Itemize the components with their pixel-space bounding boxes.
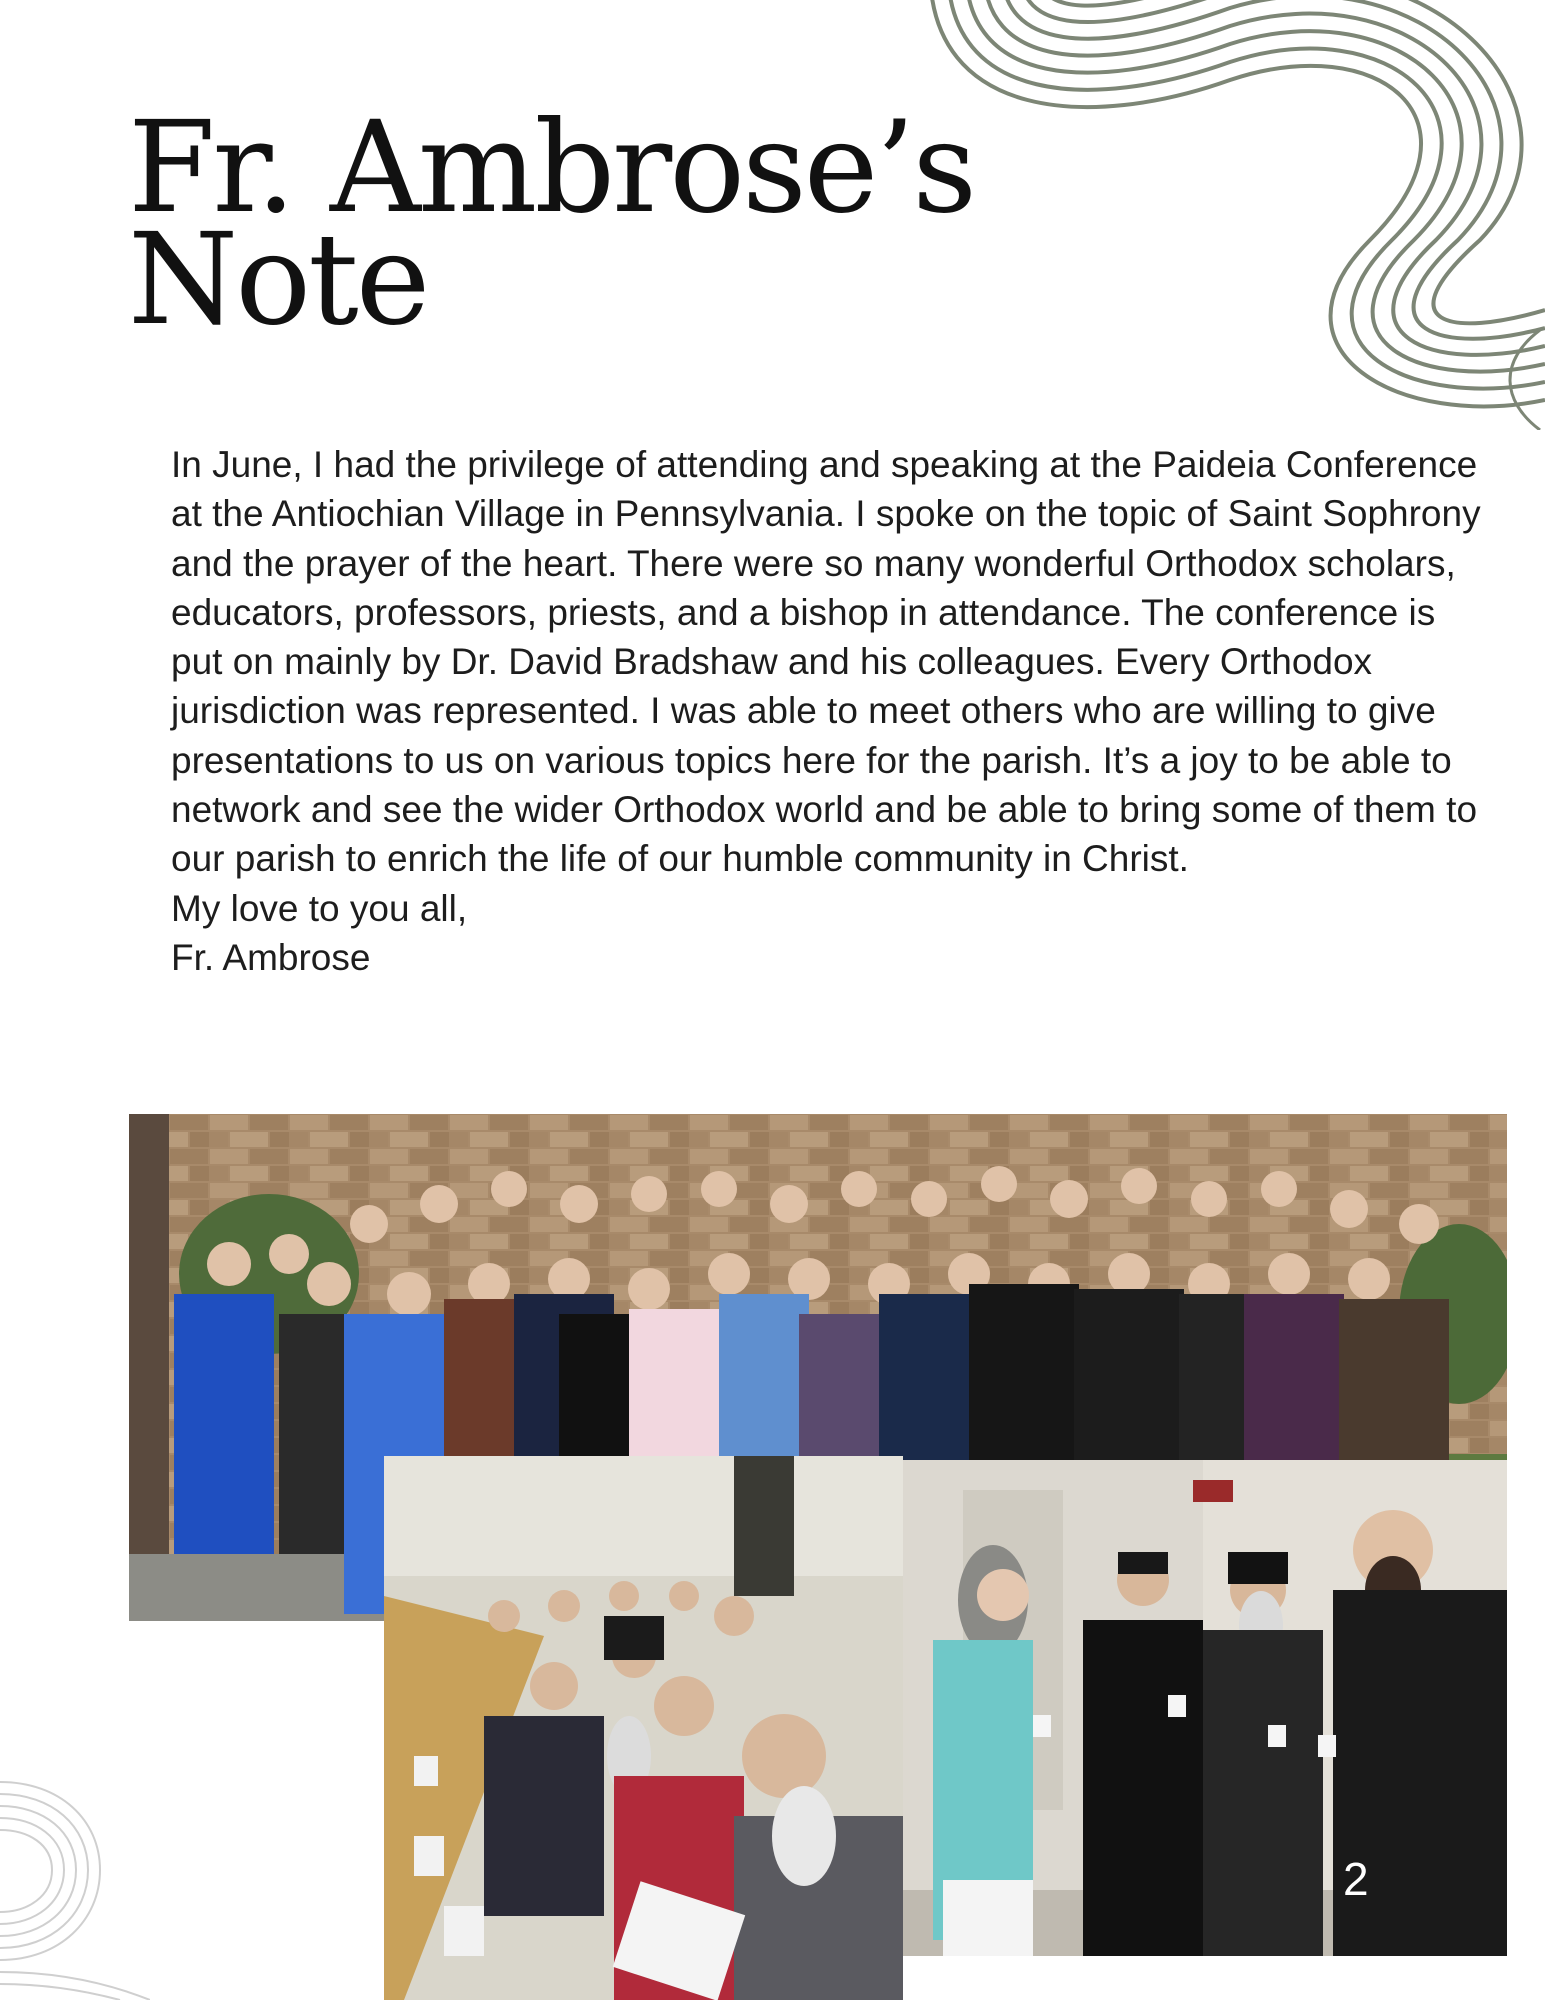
signature: Fr. Ambrose [171,936,371,978]
page-number: 2 [1343,1853,1369,1905]
article-body [171,440,1491,982]
title-line-2: Note [128,206,428,353]
hallway-photo [903,1460,1507,1956]
body-paragraph: In June, I had the privilege of attending and speaking at the Paideia Conference at the Antiochian Village in Pennsylvania. I spoke on the topic of Saint Sophrony and the prayer of the heart. There were so many wonderful Orthodox scholars, educators, professors, priests, and a bishop in attendance. The conference is put on mainly by Dr. David Bradshaw and his colleagues. Every Orthodox jurisdiction was represented. I was able to meet others who are willing to give presentations to us on various topics here for the parish. It’s a joy to be able to network and see the wider Orthodox world and be able to bring some of them to our parish to enrich the life of our humble community in Christ. [171,444,1481,880]
arc-decoration-icon [0,1760,150,2000]
page-title [128,94,975,353]
title-line-1: Fr. Ambrose’s [128,94,975,241]
wave-decoration-icon [930,0,1545,430]
closing-line: My love to you all, [171,887,468,929]
meeting-photo [384,1456,903,2000]
